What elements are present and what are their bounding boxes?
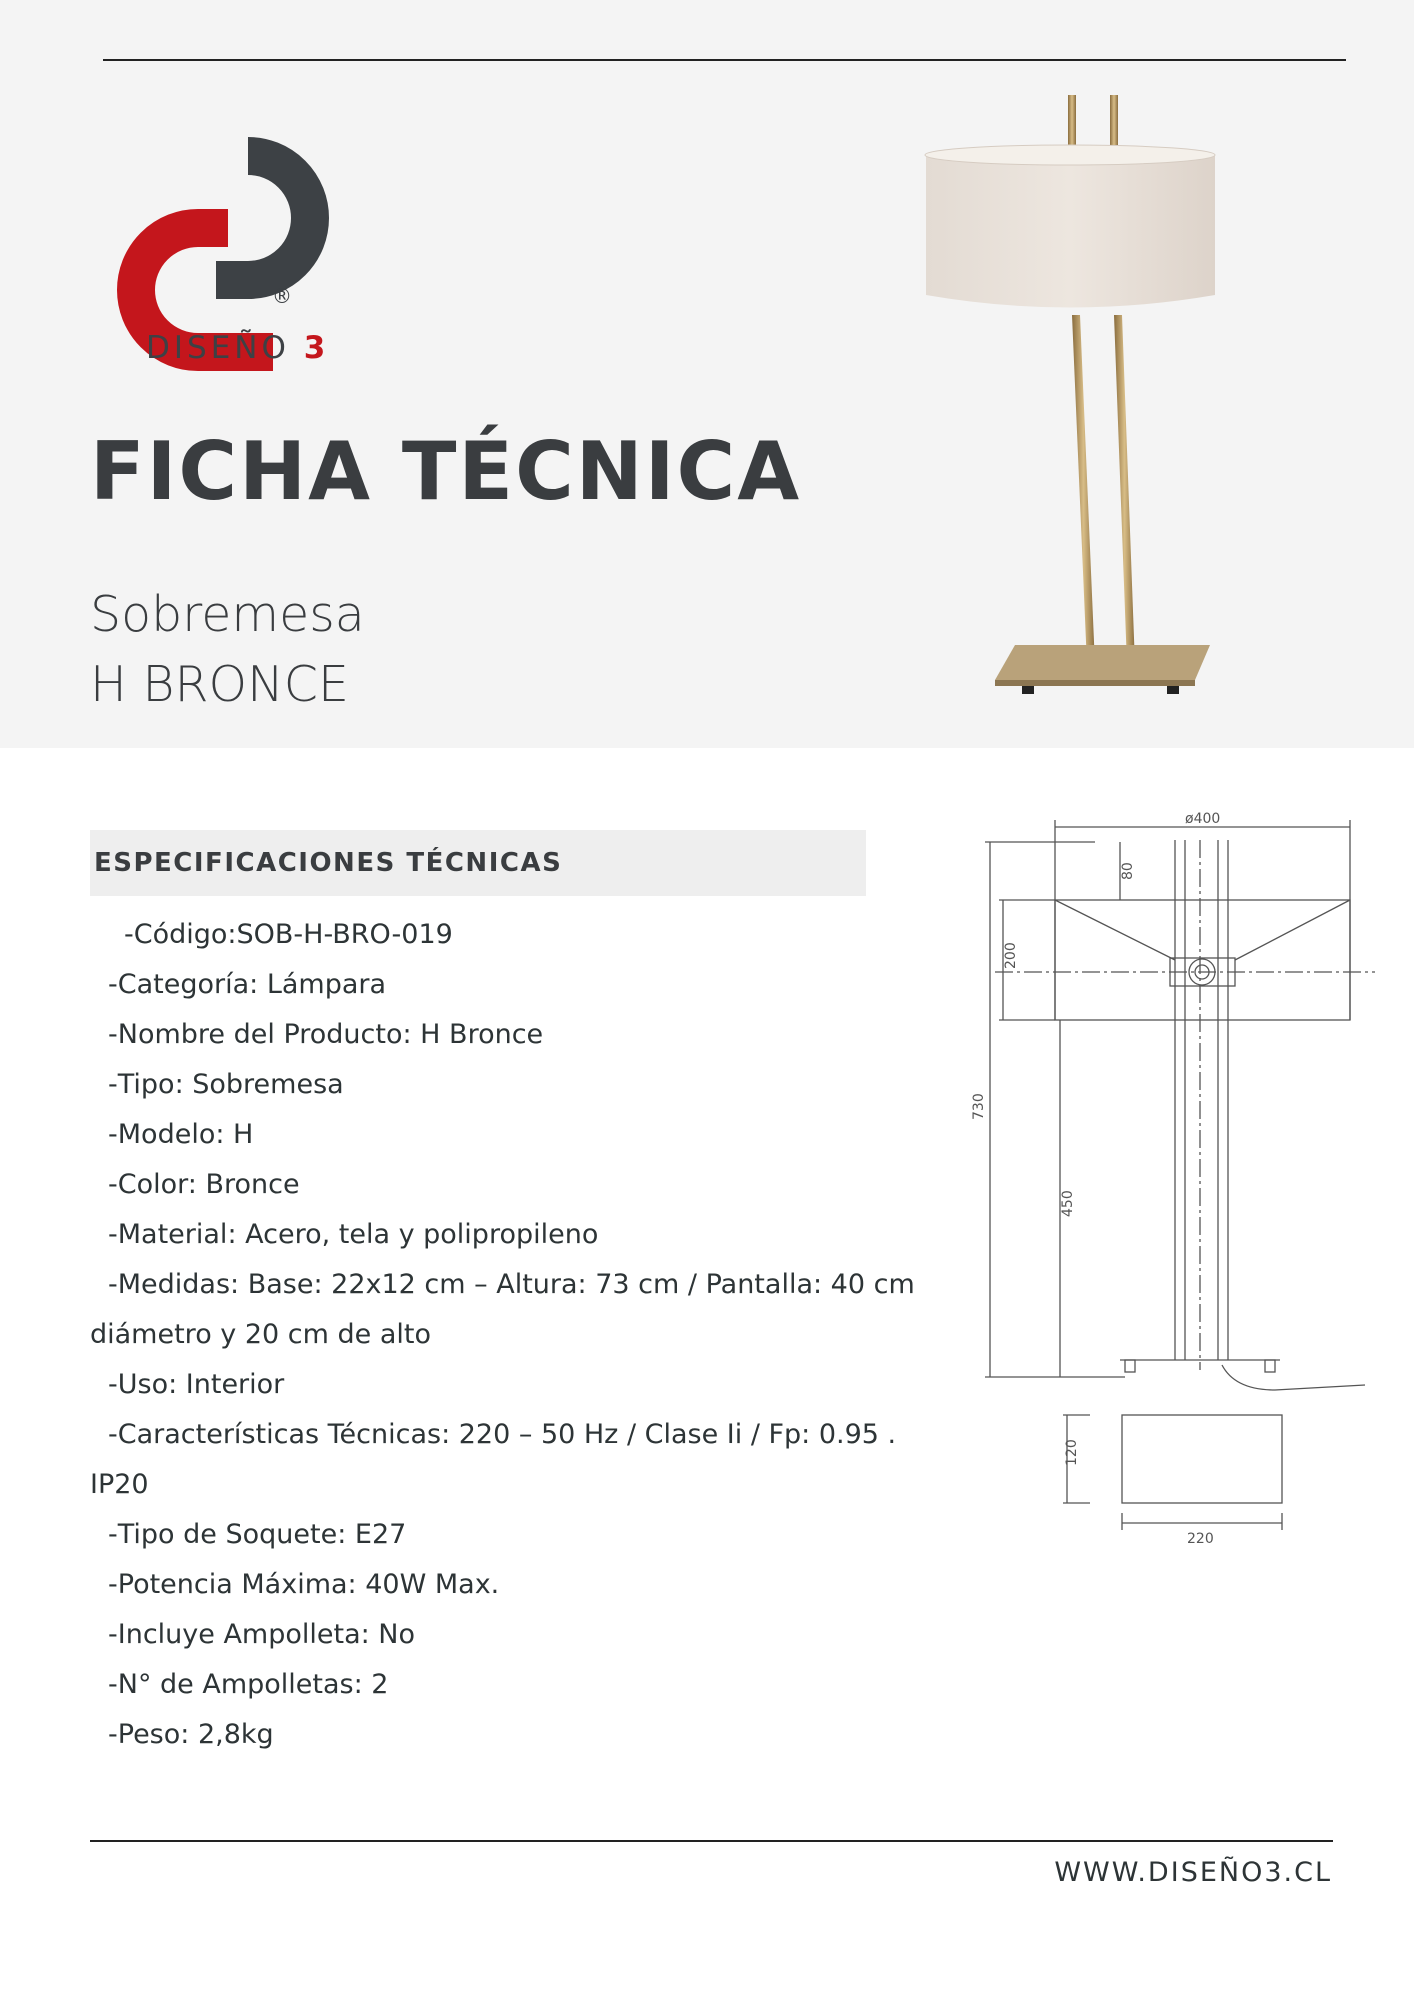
dim-total-height-label: 730 xyxy=(971,1093,987,1120)
spec-item: -Categoría: Lámpara xyxy=(108,969,387,1000)
registered-mark: ® xyxy=(272,284,292,308)
spec-item: -Nombre del Producto: H Bronce xyxy=(108,1019,544,1050)
dim-shade-top-label: 80 xyxy=(1120,862,1136,880)
spec-item: -Características Técnicas: 220 – 50 Hz / Clase Ii / Fp: 0.95 . xyxy=(108,1419,897,1450)
brand-name-number: 3 xyxy=(303,330,326,366)
subtitle-model: H BRONCE xyxy=(90,656,349,713)
spec-item: -Modelo: H xyxy=(108,1119,254,1150)
spec-item: -Incluye Ampolleta: No xyxy=(108,1619,416,1650)
specs-header: ESPECIFICACIONES TÉCNICAS xyxy=(90,830,866,896)
spec-item: -Potencia Máxima: 40W Max. xyxy=(108,1569,500,1600)
spec-item: -Peso: 2,8kg xyxy=(108,1719,274,1750)
dim-width-label: ø400 xyxy=(1185,811,1221,827)
spec-item: -Tipo de Soquete: E27 xyxy=(108,1519,407,1550)
brand-name-text: DISEÑO xyxy=(146,330,290,366)
spec-item-continuation: IP20 xyxy=(90,1469,149,1500)
technical-drawing xyxy=(971,805,1375,1555)
dim-shade-height-label: 200 xyxy=(1003,942,1019,969)
specs-list xyxy=(90,910,940,1760)
spec-item: -N° de Ampolletas: 2 xyxy=(108,1669,389,1700)
spec-item: -Medidas: Base: 22x12 cm – Altura: 73 cm / Pantalla: 40 cm xyxy=(108,1269,915,1300)
spec-item-continuation: diámetro y 20 cm de alto xyxy=(90,1319,432,1350)
page-title: FICHA TÉCNICA xyxy=(90,425,802,518)
spec-item: -Color: Bronce xyxy=(108,1169,300,1200)
subtitle-type: Sobremesa xyxy=(90,586,365,643)
spec-item: -Código:SOB-H-BRO-019 xyxy=(124,919,453,950)
footer-website[interactable]: WWW.DISEÑO3.CL xyxy=(1054,1857,1332,1888)
bottom-divider xyxy=(90,1840,1333,1842)
product-subtitle xyxy=(90,580,365,720)
dim-stem-label: 450 xyxy=(1060,1190,1076,1217)
spec-item: -Tipo: Sobremesa xyxy=(108,1069,344,1100)
brand-name xyxy=(146,330,325,366)
dim-base-width-label: 220 xyxy=(1187,1531,1214,1547)
spec-item: -Material: Acero, tela y polipropileno xyxy=(108,1219,599,1250)
lamp-photo xyxy=(915,90,1235,705)
spec-item: -Uso: Interior xyxy=(108,1369,285,1400)
top-divider xyxy=(103,59,1346,61)
dim-base-depth-label: 120 xyxy=(1064,1439,1080,1466)
